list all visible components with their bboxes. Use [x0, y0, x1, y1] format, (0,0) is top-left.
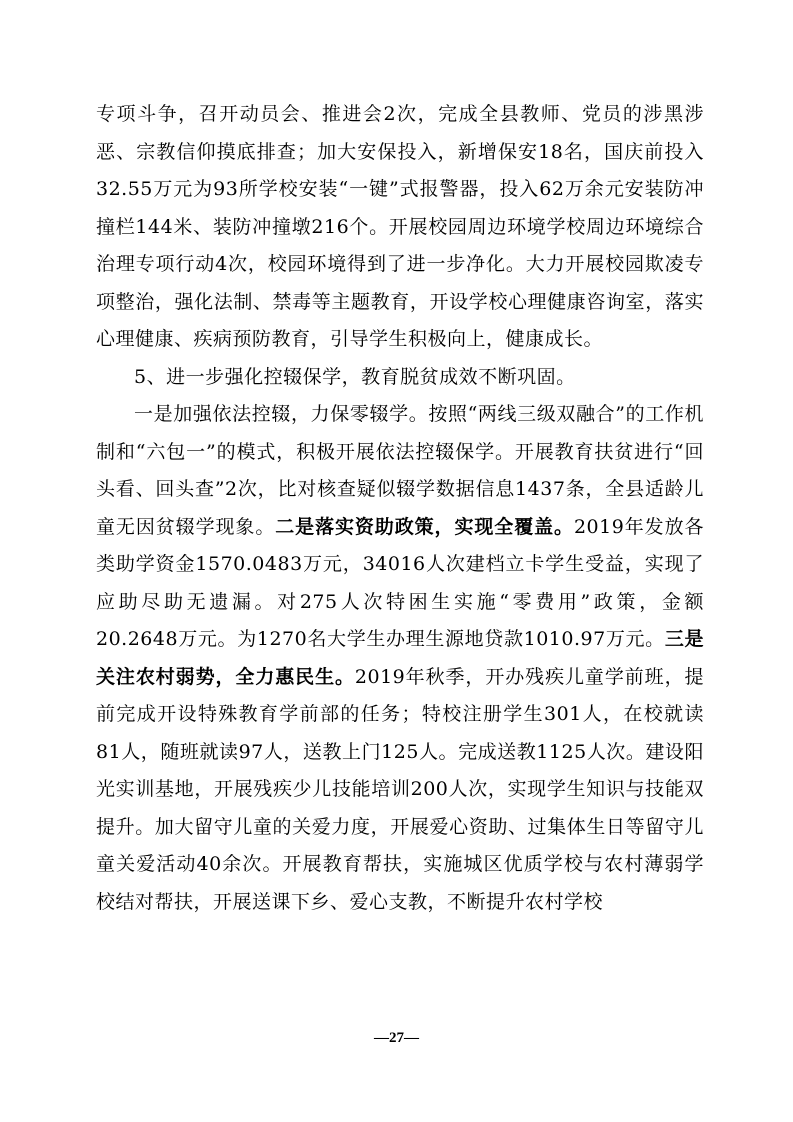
- paragraph-text: 一是加强依法控辍，力保零辍学。按照“两线三级双融合”的工作机制和“六包一”的模式，积极开展依法控辍保学。开展教育扶贫进行“回头看、回头查”2次，比对核查疑似辍学数据信息1437条，全县适龄儿童无因贫辍学现象。: [96, 403, 704, 538]
- paragraph-text: 2019年秋季，开办残疾儿童学前班，提前完成开设特殊教育学前部的任务；特校注册学生301人，在校就读 81人，随班就读97人，送教上门125人。完成送教1125人次。建设阳光实训基地，开展残疾少儿技能培训200人次，实现学生知识与技能双提升。加大留守儿童的关爱力度，开展爱心资助、过集体生日等留守儿童关爱活动40余次。开展教育帮扶，实施城区优质学校与农村薄弱学校结对帮扶，开展送课下乡、爱心支教，不断提升农村学校: [96, 665, 704, 913]
- paragraph-safety-measures: 专项斗争，召开动员会、推进会2次，完成全县教师、党员的涉黑涉恶、宗教信仰摸底排查；加大安保投入，新增保安18名，国庆前投入32.55万元为93所学校安装“一键”式报警器，投入62万余元安装防冲撞栏144米、装防冲撞墩216个。开展校园周边环境学校周边环境综合治理专项行动4次，校园环境得到了进一步净化。大力开展校园欺凌专项整治，强化法制、禁毒等主题教育，开设学校心理健康咨询室，落实心理健康、疾病预防教育，引导学生积极向上，健康成长。: [96, 103, 704, 350]
- page-number: —27—: [374, 1030, 419, 1046]
- paragraph-text: 2019年发放各类助学资金1570.0483万元，34016人次建档立卡学生受益，实现了应助尽助无遗漏。对275人次特困生实施“零费用”政策，金额20.2648万元。为1270名大学生办理生源地贷款1010.97万元。: [96, 515, 704, 650]
- bold-subheading-subsidy: 二是落实资助政策，实现全覆盖。: [275, 515, 574, 538]
- document-body: [96, 96, 704, 921]
- paragraph-dropout-control: [96, 396, 704, 921]
- section-heading-5: 5、进一步强化控辍保学，教育脱贫成效不断巩固。: [134, 365, 576, 388]
- bold-subheading-rural: 三是关注农村弱势，全力惠民生。: [96, 628, 704, 688]
